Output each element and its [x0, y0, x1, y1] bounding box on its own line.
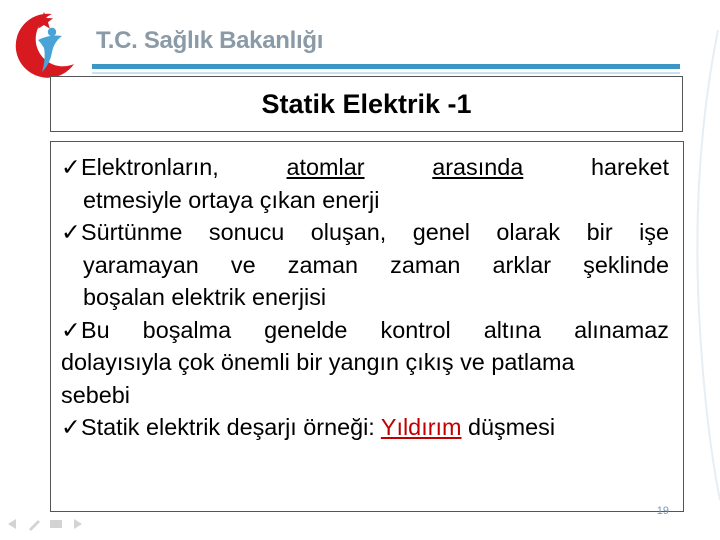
nav-next-icon[interactable]: [70, 517, 86, 531]
bullet-4-highlight: Yıldırım: [380, 414, 462, 440]
bullet-1-line-2: etmesiyle ortaya çıkan enerji: [83, 186, 380, 213]
header-divider-thin: [92, 72, 680, 74]
bullet-1-word-4: hareket: [591, 154, 670, 180]
bullet-1-word-3: arasında: [432, 154, 524, 180]
content-box: [50, 141, 684, 517]
bullet-list: [61, 151, 669, 444]
bullet-3-line-3: sebebi: [61, 381, 130, 408]
slide-nav-bar: [4, 514, 86, 534]
nav-prev-icon[interactable]: [4, 517, 20, 531]
ministry-logo-icon: [8, 6, 84, 82]
bullet-3-line-2: dolayısıyla çok önemli bir yangın çıkış ve patlama: [61, 349, 575, 375]
nav-slides-icon[interactable]: [48, 517, 64, 531]
check-icon: ✓: [61, 414, 81, 440]
check-icon: ✓: [61, 219, 81, 245]
page-number: 19: [656, 505, 669, 517]
check-icon: ✓: [61, 316, 81, 343]
check-icon: ✓: [61, 154, 81, 180]
bullet-2-line-3: boşalan elektrik enerjisi: [83, 284, 327, 310]
bullet-2-text-1: Sürtünme sonucu oluşan, genel olarak bir işe: [81, 219, 669, 245]
slide-title: Statik Elektrik -1: [261, 88, 472, 119]
bullet-4-line-1: [61, 411, 669, 444]
bullet-1-word-1: Elektronların,: [81, 154, 219, 180]
bullet-4-prefix: Statik elektrik deşarjı örneği:: [81, 414, 381, 440]
bullet-2-line-2: yaramayan ve zaman zaman arklar şeklinde: [83, 251, 669, 278]
header-divider: [92, 64, 680, 69]
title-box: [50, 76, 683, 132]
bullet-1-line-1: [61, 151, 669, 184]
nav-pen-icon[interactable]: [26, 517, 42, 531]
ministry-name: T.C. Sağlık Bakanlığı: [96, 27, 324, 54]
bullet-3-line-1: [61, 314, 669, 347]
bullet-4-suffix: düşmesi: [461, 414, 556, 440]
bullet-3-text-1: Bu boşalma genelde kontrol altına alınamaz: [81, 316, 669, 343]
bullet-1-word-2: atomlar: [286, 154, 365, 180]
bullet-2-line-1: [61, 216, 669, 249]
right-decoration: [680, 30, 720, 500]
